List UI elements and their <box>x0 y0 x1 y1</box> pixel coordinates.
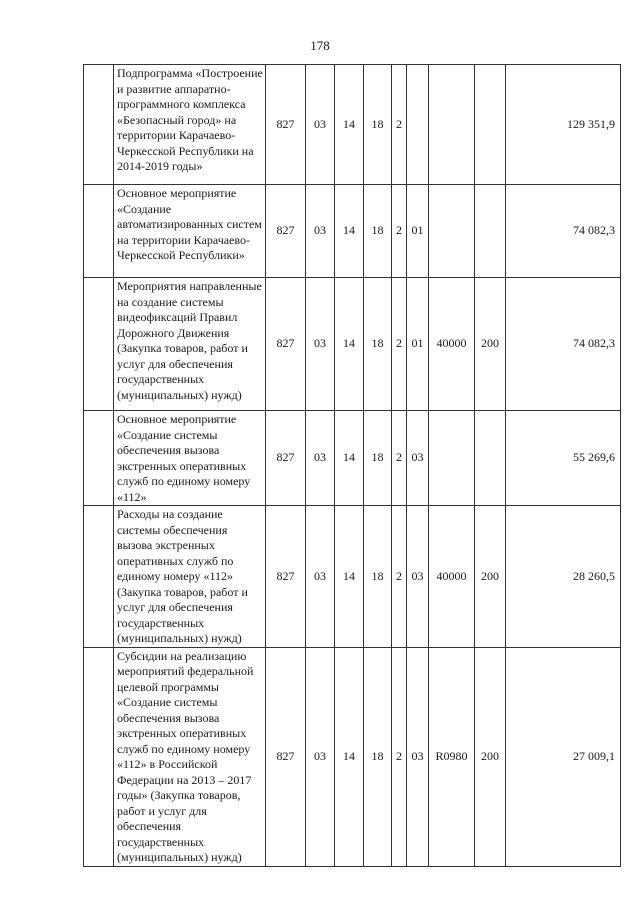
code-rz: 03 <box>306 65 335 185</box>
code-program: 18 <box>364 185 392 278</box>
code-vr <box>475 65 506 185</box>
code-gr: 827 <box>266 506 306 648</box>
item-name: Мероприятия направленные на создание системы видеофиксаций Правил Дорожного Движения (Закупка товаров, работ и услуг для обеспечения государственных (муниципальных) нужд) <box>114 278 266 411</box>
code-vr <box>475 411 506 506</box>
code-direction <box>429 411 475 506</box>
code-gr: 827 <box>266 647 306 866</box>
budget-table <box>83 64 621 867</box>
code-pr: 14 <box>335 647 364 866</box>
table-row <box>84 506 621 648</box>
code-program: 18 <box>364 506 392 648</box>
amount: 27 009,1 <box>506 647 621 866</box>
code-activity: 03 <box>407 647 429 866</box>
code-pr: 14 <box>335 506 364 648</box>
code-subprogram: 2 <box>392 278 407 411</box>
item-name: Расходы на создание системы обеспечения вызова экстренных оперативных служб по единому номеру «112» (Закупка товаров, работ и услуг для обеспечения государственных (муниципальных) нужд) <box>114 506 266 648</box>
code-subprogram: 2 <box>392 411 407 506</box>
code-activity <box>407 65 429 185</box>
code-subprogram: 2 <box>392 185 407 278</box>
code-program: 18 <box>364 278 392 411</box>
code-gr: 827 <box>266 278 306 411</box>
code-rz: 03 <box>306 506 335 648</box>
code-rz: 03 <box>306 411 335 506</box>
code-rz: 03 <box>306 278 335 411</box>
item-name: Подпрограмма «Построение и развитие аппаратно-программного комплекса «Безопасный город» на территории Карачаево-Черкесской Республики на 2014-2019 годы» <box>114 65 266 185</box>
code-rz: 03 <box>306 647 335 866</box>
code-direction <box>429 185 475 278</box>
amount: 74 082,3 <box>506 278 621 411</box>
code-subprogram: 2 <box>392 65 407 185</box>
code-gr: 827 <box>266 411 306 506</box>
code-vr: 200 <box>475 506 506 648</box>
table-row <box>84 411 621 506</box>
code-program: 18 <box>364 647 392 866</box>
blank-cell <box>84 185 114 278</box>
code-activity: 01 <box>407 278 429 411</box>
code-pr: 14 <box>335 278 364 411</box>
blank-cell <box>84 411 114 506</box>
code-program: 18 <box>364 411 392 506</box>
code-gr: 827 <box>266 185 306 278</box>
code-pr: 14 <box>335 65 364 185</box>
amount: 55 269,6 <box>506 411 621 506</box>
code-activity: 03 <box>407 506 429 648</box>
table-row <box>84 647 621 866</box>
table-row <box>84 65 621 185</box>
code-pr: 14 <box>335 185 364 278</box>
code-subprogram: 2 <box>392 647 407 866</box>
code-direction: 40000 <box>429 506 475 648</box>
code-direction: R0980 <box>429 647 475 866</box>
code-direction <box>429 65 475 185</box>
blank-cell <box>84 65 114 185</box>
code-vr <box>475 185 506 278</box>
page-number: 178 <box>310 38 330 53</box>
table-row <box>84 185 621 278</box>
code-vr: 200 <box>475 647 506 866</box>
blank-cell <box>84 506 114 648</box>
table-row <box>84 278 621 411</box>
code-program: 18 <box>364 65 392 185</box>
code-gr: 827 <box>266 65 306 185</box>
blank-cell <box>84 647 114 866</box>
code-rz: 03 <box>306 185 335 278</box>
item-name: Основное мероприятие «Создание системы обеспечения вызова экстренных оперативных служб по единому номеру «112» <box>114 411 266 506</box>
code-direction: 40000 <box>429 278 475 411</box>
amount: 28 260,5 <box>506 506 621 648</box>
code-activity: 01 <box>407 185 429 278</box>
code-activity: 03 <box>407 411 429 506</box>
code-pr: 14 <box>335 411 364 506</box>
item-name: Основное мероприятие «Создание автоматизированных систем на территории Карачаево-Черкесской Республики» <box>114 185 266 278</box>
item-name: Субсидии на реализацию мероприятий федеральной целевой программы «Создание системы обеспечения вызова экстренных оперативных служб по единому номеру «112» в Российской Федерации на 2013 – 2017 годы» (Закупка товаров, работ и услуг для обеспечения государственных (муниципальных) нужд) <box>114 647 266 866</box>
blank-cell <box>84 278 114 411</box>
code-vr: 200 <box>475 278 506 411</box>
amount: 74 082,3 <box>506 185 621 278</box>
code-subprogram: 2 <box>392 506 407 648</box>
amount: 129 351,9 <box>506 65 621 185</box>
